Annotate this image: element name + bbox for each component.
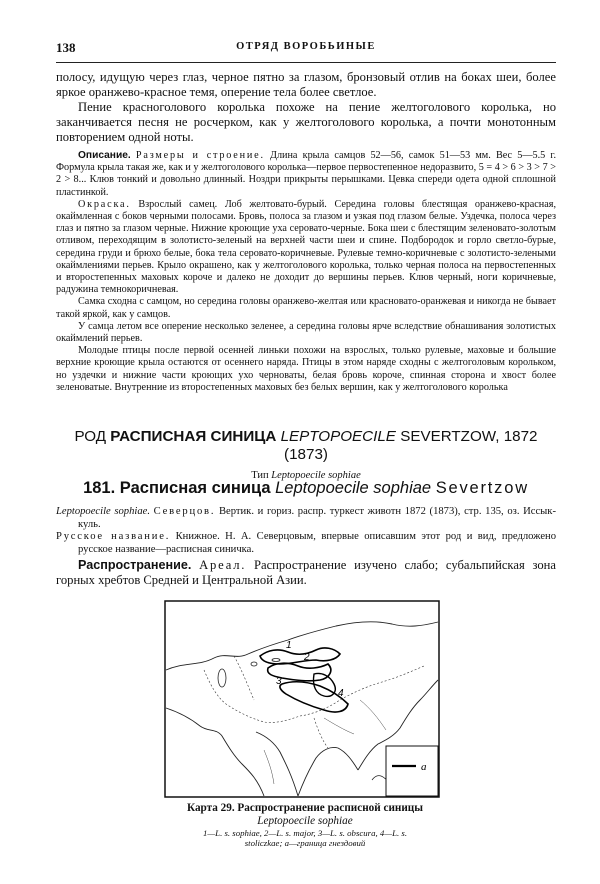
genus-type-species: Leptopoecile sophiae	[271, 470, 361, 481]
description-subhead: Размеры и строение.	[135, 150, 265, 161]
distribution-section	[56, 558, 556, 588]
header-rule	[56, 62, 556, 63]
map-caption	[160, 802, 450, 848]
map-label-4: 4	[338, 688, 344, 699]
map-legend-box	[386, 746, 438, 796]
intro-paragraph-1: полосу, идущую через глаз, черное пятно за глазом, бронзовый отлив на боках шеи, более яркое оранжево-красное темя, оперение тела более светлое.	[56, 70, 556, 99]
species-title	[56, 478, 556, 498]
species-name-lat: Leptopoecile sophiae	[275, 479, 432, 497]
genus-author: SEVERTZOW, 1872 (1873)	[284, 428, 538, 463]
species-name-ru: Расписная синица	[119, 479, 271, 497]
synonymy-block	[56, 506, 556, 556]
description-paragraph-3: Самка сходна с самцом, но середина головы оранжево-желтая или красновато-оранжевая и никогда не бывает такой яркой, как у самцов.	[56, 296, 556, 320]
map-drawing	[164, 600, 440, 798]
map-legend-line-1: 1—L. s. sophiae, 2—L. s. major, 3—L. s. obscura, 4—L. s.	[202, 828, 408, 838]
areal-subhead: Ареал.	[199, 558, 247, 572]
map-label-3: 3	[276, 676, 282, 687]
map-legend-line-2: stoliczkae; а—граница гнездовий	[244, 838, 366, 848]
intro-paragraph-2: Пение красноголового королька похоже на пение желтоголового королька, но заканчивается песня не росчерком, как у желтоголового королька, а почти монотонным повторением одной ноты.	[56, 100, 556, 144]
description-lead: Описание.	[78, 150, 131, 161]
map-label-1: 1	[286, 640, 292, 651]
page-number: 138	[56, 40, 76, 55]
running-title: ОТРЯД ВОРОБЬИНЫЕ	[236, 41, 376, 52]
description-paragraph-5: Молодые птицы после первой осенней линьки похожи на взрослых, только рулевые, маховые и большие верхние кроющие крыла остаются от осеннего наряда. Птицы в этом наряде сходны с желтоголовым корольком, но уздечки и нижние части кроющих ухо черноваты, белая бровь короче, спинная сторона и хвост более зеленоватые. Внутренние из второстепенных маховых без белых вершин, как у желтоголового королька	[56, 345, 556, 393]
genus-title: РОД РАСПИСНАЯ СИНИЦА LEPTOPOECILE SEVERTZOW, 1872 (1873)	[74, 428, 538, 463]
synonymy-line: Leptopoecile sophiae. Северцов. Вертик. и гориз. распр. туркест животн 1872 (1873), стр. 135, оз. Иссык-куль.	[56, 506, 556, 530]
species-heading	[56, 478, 556, 498]
description-section	[56, 150, 556, 394]
map-caption-title: Карта 29. Распространение расписной синицы	[187, 802, 423, 814]
description-paragraph-4: У самца летом все оперение несколько зеленее, а середина головы ярче вследствие обнашивания золотистых окаймлений перьев.	[56, 320, 556, 345]
distribution-lead: Распространение.	[78, 558, 192, 572]
genus-name-ru: РАСПИСНАЯ СИНИЦА	[110, 428, 277, 445]
map-caption-species: Leptopoecile sophiae	[257, 815, 353, 827]
legend-key: а	[421, 761, 427, 773]
coloring-subhead: Окраска.	[78, 198, 131, 210]
genus-type-line: Тип Leptopoecile sophiae	[251, 470, 361, 481]
description-text-1: Длина крыла самцов 52—56, самок 51—53 мм. Вес 5—5.5 г. Формула крыла такая же, как и у желтоголового королька—первое первостепенное недоразвито, 5 = 4 > 6 > 3 > 7 > 2 > 8... Клюв тонкий и довольно длинный. Ноздри прикрыты перышками. Цевка спереди одета одной сплошной пластинкой.	[56, 150, 557, 198]
distribution-paragraph	[56, 558, 556, 588]
species-author: Severtzow	[435, 479, 529, 497]
species-number: 181.	[83, 479, 116, 497]
genus-name-lat: LEPTOPOECILE	[280, 428, 396, 445]
description-paragraph-2	[56, 199, 556, 297]
map-label-2: 2	[304, 652, 310, 663]
russian-name-line: Русское название. Книжное. Н. А. Северцовым, впервые описавшим этот род и вид, предложено русское название—расписная синичка.	[56, 531, 557, 555]
description-paragraph-1	[56, 150, 556, 199]
description-text-2: Взрослый самец. Лоб желтовато-бурый. Середина головы блестящая оранжево-красная, окаймленная с боков черными полосами. Бровь, полоса за глазом и узкая под глазом белые. Уздечка, полоса через глаз и пятно за глазом черные. Нижние кроющие уха серовато-черные. Бока шеи с блестящим зеленовато-золотым отливом, переходящим в золотисто-зеленый на верхней части шеи и спине. Подбородок и горло светло-бурые, середина груди и брюхо белые, бока тела серовато-коричневые. Рулевые темно-коричневые с золотисто-зелеными окаймлениями перьев. Крыло окрашено, как у желтоголового королька, только черная полоса на первостепенных и второстепенных маховых короче и далеко не доходит до вершины перьев. Клюв черный, ноги коричневые, радужина темнокоричневая.	[56, 198, 557, 296]
page-header	[56, 40, 556, 58]
distribution-text: Распространение изучено слабо; субальпийская зона горных хребтов Средней и Центральной Азии.	[56, 558, 557, 587]
intro-text	[56, 70, 556, 145]
genus-heading	[56, 428, 556, 481]
distribution-map	[164, 600, 440, 798]
